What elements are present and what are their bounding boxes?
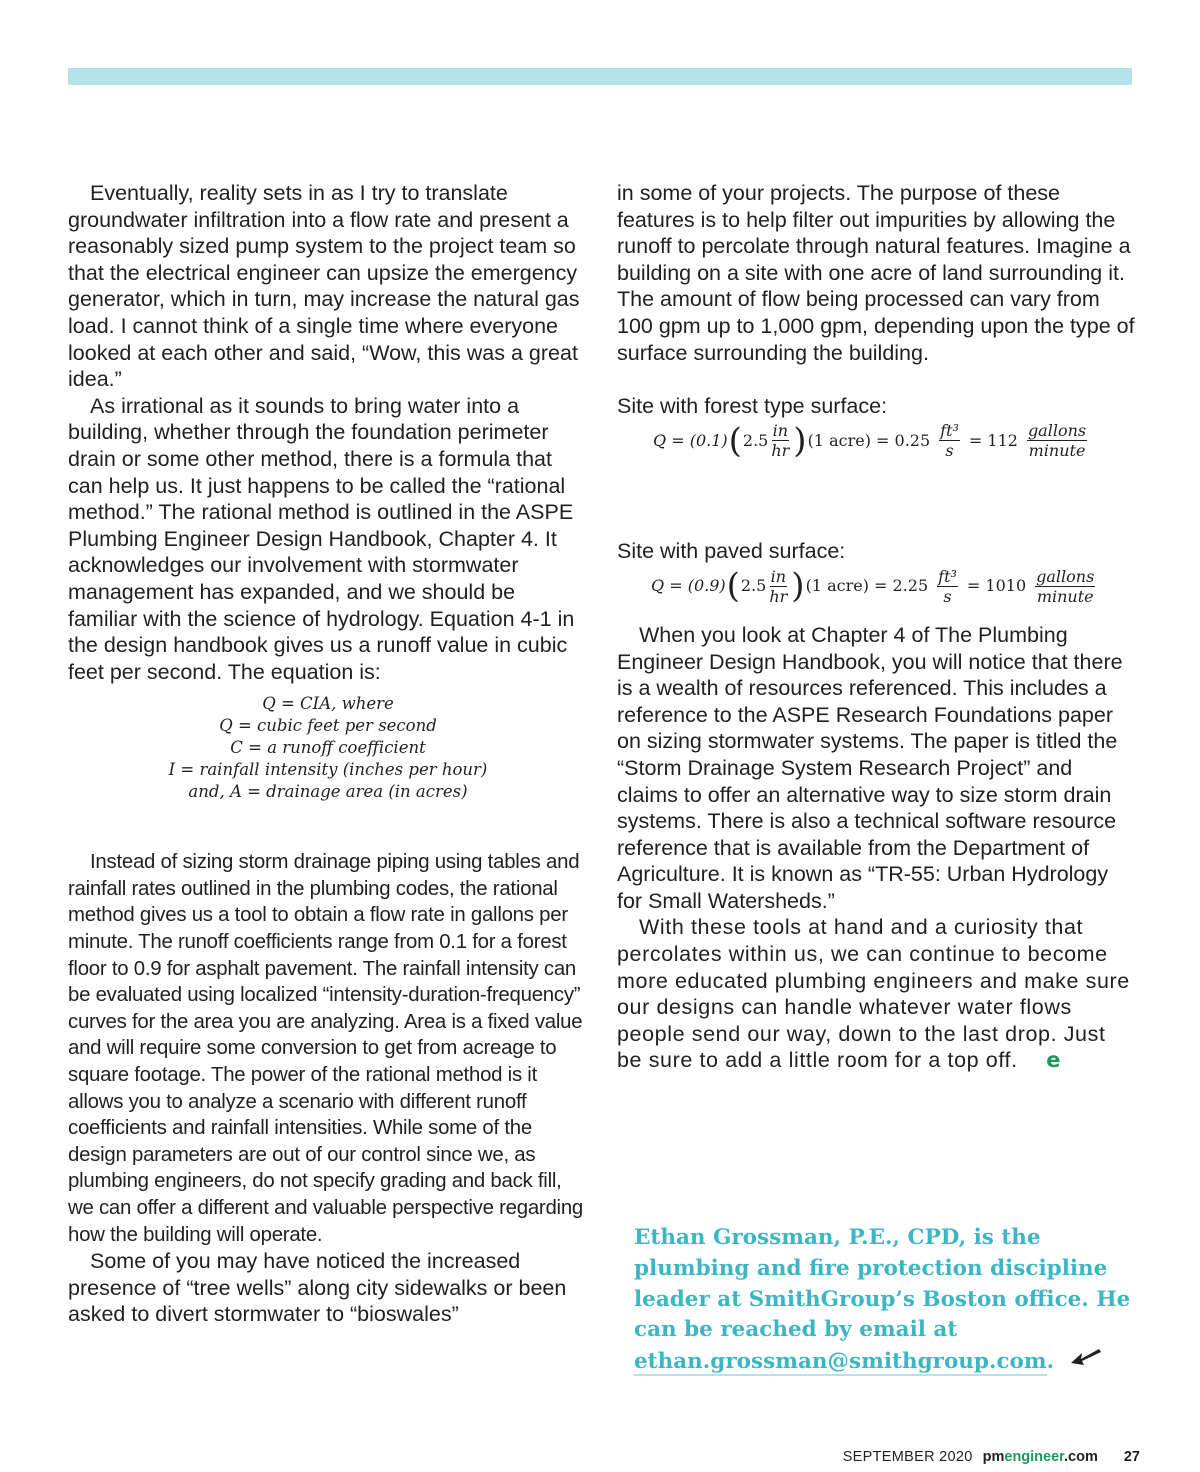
end-mark-icon: e <box>1046 1048 1062 1073</box>
equation-lhs: Q = (0.9) <box>651 576 726 596</box>
open-paren-icon: ( <box>728 420 742 461</box>
bio-text: Ethan Grossman, P.E., CPD, is the plumbing and fire protection discipline leader at SmithGroup’s Boston office. He can be reached by email at <box>634 1225 1131 1343</box>
body-paragraph <box>617 914 1137 1074</box>
gpm-result: = 1010 <box>966 576 1027 596</box>
area-term: (1 acre) = 2.25 <box>805 576 929 596</box>
intensity-unit: $\frac{in}{hr}$ <box>771 421 790 461</box>
page-footer <box>600 1447 1140 1467</box>
forest-site-label: Site with forest type surface: <box>617 393 888 418</box>
equation-lhs: Q = (0.1) <box>653 430 728 450</box>
left-column <box>68 180 588 1328</box>
closing-text: With these tools at hand and a curiosity that percolates within us, we can continue to become more educated plumbing engineers and make sure our designs can handle whatever water flows people send our way, down to the last drop. Just be sure to add a little room for a top off. <box>617 915 1130 1073</box>
body-paragraph: Eventually, reality sets in as I try to translate groundwater infiltration into a flow rate and present a reasonably sized pump system to the project team so that the electrical engineer can upsize the emergency generator, which in turn, may increase the natural gas load. I cannot think of a single time where everyone looked at each other and said, “Wow, this was a great idea.” <box>68 181 580 392</box>
gpm-unit: $\frac{\text{gallons}}{\text{minute}}$ <box>1027 421 1087 461</box>
forest-equation <box>653 421 1137 460</box>
page-number: 27 <box>1123 1449 1140 1465</box>
author-email-link[interactable]: ethan.grossman@smithgroup.com <box>634 1349 1047 1375</box>
cfs-unit: $\frac{\text{ft³}}{s}$ <box>938 566 957 606</box>
top-accent-bar <box>68 68 1132 85</box>
intensity-value: 2.5 <box>740 576 767 596</box>
equation-line: Q = CIA, where <box>262 694 394 714</box>
issue-date: SEPTEMBER 2020 <box>842 1449 973 1465</box>
paved-equation <box>651 567 1137 606</box>
body-paragraph: Instead of sizing storm drainage piping using tables and rainfall rates outlined in the plumbing codes, the rational method gives us a tool to obtain a flow rate in gallons per minute. The runoff coefficients range from 0.1 for a forest floor to 0.9 for asphalt pavement. The rainfall intensity can be evaluated using localized “intensity-duration-frequency” curves for the area you are analyzing. Area is a fixed value and will require some conversion to get from acreage to square footage. The power of the rational method is it allows you to analyze a scenario with different runoff coefficients and rainfall intensities. While some of the design parameters are out of our control since we, as plumbing engineers, do not specify grading and back fill, we can offer a different and valuable perspective regarding how the building will operate. <box>68 851 583 1246</box>
gpm-unit: $\frac{\text{gallons}}{\text{minute}}$ <box>1036 566 1095 606</box>
gpm-result: = 112 <box>968 430 1018 450</box>
right-column <box>617 180 1137 1074</box>
body-paragraph: in some of your projects. The purpose of these features is to help filter out impurities by allowing the runoff to percolate through natural features. Imagine a building on a site with one acre of land surrounding it. The amount of flow being processed can vary from 100 gpm up to 1,000 gpm, depending upon the type of surface surrounding the building. <box>617 181 1135 365</box>
author-bio: Ethan Grossman, P.E., CPD, is the plumbing and fire protection discipline leader at SmithGroup’s Boston office. He can be reached by email at ethan.grossman@smithgroup.com. <box>634 1223 1134 1378</box>
area-term: (1 acre) = 0.25 <box>807 430 931 450</box>
body-paragraph: When you look at Chapter 4 of The Plumbing Engineer Design Handbook, you will notice that there is a wealth of resources referenced. This includes a reference to the ASPE Research Foundations paper on sizing stormwater systems. The paper is titled the “Storm Drainage System Research Project” and claims to offer an alternative way to size storm drain systems. There is also a technical software resource reference that is available from the Department of Agriculture. It is known as “TR-55: Urban Hydrology for Small Watersheds.” <box>617 622 1123 913</box>
body-paragraph: As irrational as it sounds to bring water into a building, whether through the foundation perimeter drain or some other method, there is a formula that can help us. It just happens to be called the “rational method.” The rational method is outlined in the ASPE Plumbing Engineer Design Handbook, Chapter 4. It acknowledges our involvement with stormwater management has expanded, and we should be familiar with the science of hydrology. Equation 4-1 in the design handbook gives us a runoff value in cubic feet per second. The equation is: <box>68 393 575 684</box>
cfs-unit: $\frac{\text{ft³}}{s}$ <box>940 421 959 461</box>
close-paren-icon: ) <box>793 420 807 461</box>
close-paren-icon: ) <box>791 566 805 607</box>
intensity-value: 2.5 <box>742 430 769 450</box>
open-paren-icon: ( <box>726 566 740 607</box>
equation-line: C = a runoff coefficient <box>230 738 426 758</box>
intensity-unit: $\frac{in}{hr}$ <box>769 566 788 606</box>
rational-method-equation <box>68 693 588 803</box>
brand-url[interactable]: pmengineer.com <box>982 1449 1098 1465</box>
arrow-pointer-icon <box>1068 1346 1102 1378</box>
body-paragraph: Some of you may have noticed the increased presence of “tree wells” along city sidewalks or been asked to divert stormwater to “bioswales” <box>68 1249 567 1327</box>
equation-line: and, A = drainage area (in acres) <box>188 782 468 802</box>
equation-line: Q = cubic feet per second <box>219 716 437 736</box>
paved-site-label: Site with paved surface: <box>617 539 846 564</box>
equation-line: I = rainfall intensity (inches per hour) <box>168 760 488 780</box>
